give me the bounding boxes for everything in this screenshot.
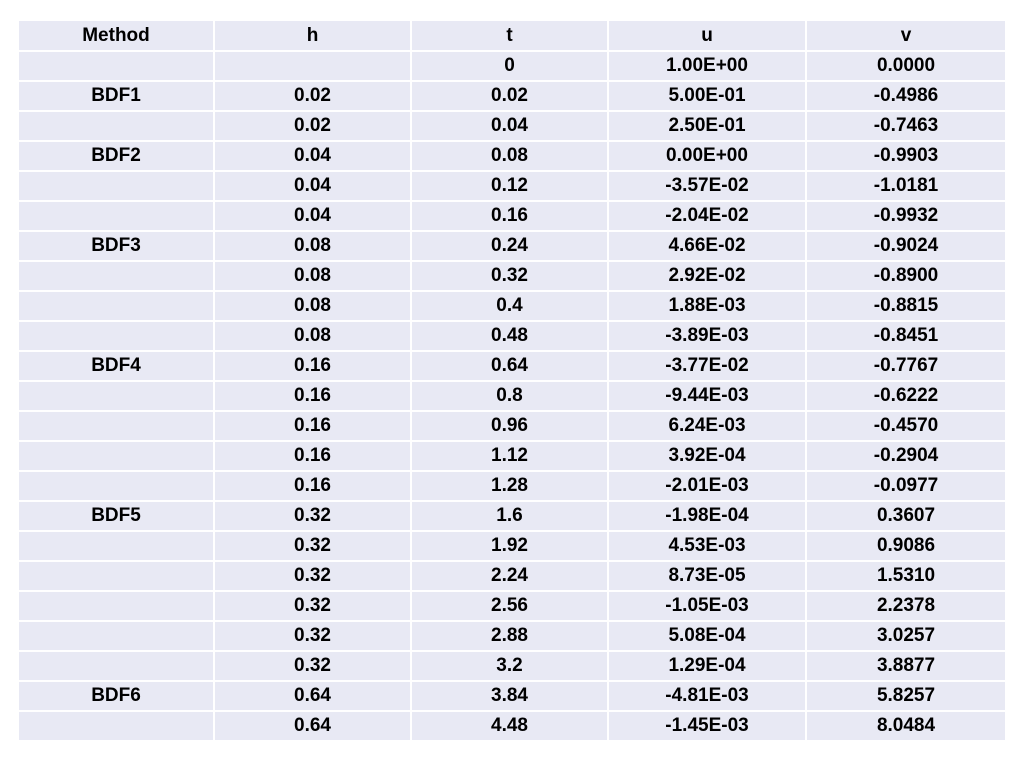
cell-u: -3.89E-03 [609,322,807,352]
cell-t: 2.56 [412,592,609,622]
cell-u: 6.24E-03 [609,412,807,442]
cell-u: 4.66E-02 [609,232,807,262]
table-row [19,82,1005,112]
header-row [19,21,1005,52]
cell-v: 0.3607 [807,502,1005,532]
cell-v: -1.0181 [807,172,1005,202]
cell-h: 0.64 [215,712,412,742]
cell-u: 1.00E+00 [609,52,807,82]
cell-method [19,562,215,592]
cell-h: 0.32 [215,532,412,562]
cell-method [19,262,215,292]
cell-h: 0.08 [215,322,412,352]
cell-u: 2.50E-01 [609,112,807,142]
cell-t: 2.88 [412,622,609,652]
cell-t: 0.8 [412,382,609,412]
cell-t: 1.92 [412,532,609,562]
cell-t: 0.4 [412,292,609,322]
cell-method: BDF2 [19,142,215,172]
cell-method [19,532,215,562]
cell-u: 5.08E-04 [609,622,807,652]
table-row [19,232,1005,262]
cell-t: 0 [412,52,609,82]
cell-method [19,322,215,352]
cell-v: -0.8815 [807,292,1005,322]
cell-t: 1.6 [412,502,609,532]
cell-t: 0.24 [412,232,609,262]
cell-h [215,52,412,82]
cell-u: 5.00E-01 [609,82,807,112]
cell-v: -0.6222 [807,382,1005,412]
cell-v: -0.7767 [807,352,1005,382]
cell-u: 0.00E+00 [609,142,807,172]
cell-v: -0.9932 [807,202,1005,232]
cell-v: 8.0484 [807,712,1005,742]
cell-u: 8.73E-05 [609,562,807,592]
cell-method [19,622,215,652]
cell-method [19,442,215,472]
cell-t: 1.12 [412,442,609,472]
header-h: h [215,21,412,52]
cell-h: 0.08 [215,262,412,292]
header-v: v [807,21,1005,52]
cell-u: -9.44E-03 [609,382,807,412]
cell-v: 0.0000 [807,52,1005,82]
table-row [19,112,1005,142]
cell-h: 0.16 [215,412,412,442]
cell-t: 0.08 [412,142,609,172]
cell-h: 0.32 [215,622,412,652]
table-row [19,202,1005,232]
cell-u: -2.01E-03 [609,472,807,502]
cell-method [19,112,215,142]
cell-u: -1.98E-04 [609,502,807,532]
cell-t: 3.2 [412,652,609,682]
cell-method [19,472,215,502]
cell-t: 2.24 [412,562,609,592]
cell-t: 0.96 [412,412,609,442]
cell-h: 0.32 [215,592,412,622]
cell-method: BDF6 [19,682,215,712]
cell-u: 1.88E-03 [609,292,807,322]
table-row [19,472,1005,502]
cell-t: 1.28 [412,472,609,502]
results-table-container [19,21,1005,742]
table-row [19,502,1005,532]
cell-v: -0.9024 [807,232,1005,262]
cell-v: 3.8877 [807,652,1005,682]
cell-h: 0.32 [215,652,412,682]
cell-method [19,712,215,742]
cell-h: 0.32 [215,562,412,592]
cell-h: 0.08 [215,232,412,262]
header-method: Method [19,21,215,52]
cell-t: 0.04 [412,112,609,142]
table-row [19,592,1005,622]
cell-h: 0.04 [215,142,412,172]
table-row [19,352,1005,382]
table-header [19,21,1005,52]
cell-method [19,52,215,82]
cell-v: -0.9903 [807,142,1005,172]
cell-h: 0.04 [215,202,412,232]
results-table [19,21,1005,742]
cell-method [19,592,215,622]
cell-t: 0.32 [412,262,609,292]
cell-method: BDF4 [19,352,215,382]
cell-h: 0.08 [215,292,412,322]
cell-u: -1.05E-03 [609,592,807,622]
cell-u: -2.04E-02 [609,202,807,232]
table-row [19,532,1005,562]
table-row [19,712,1005,742]
cell-t: 0.12 [412,172,609,202]
cell-v: 5.8257 [807,682,1005,712]
table-body [19,52,1005,742]
table-row [19,682,1005,712]
cell-t: 4.48 [412,712,609,742]
cell-t: 0.48 [412,322,609,352]
cell-method: BDF5 [19,502,215,532]
cell-t: 3.84 [412,682,609,712]
cell-method: BDF1 [19,82,215,112]
cell-h: 0.02 [215,82,412,112]
cell-v: -0.4570 [807,412,1005,442]
header-u: u [609,21,807,52]
table-row [19,562,1005,592]
cell-method [19,652,215,682]
cell-u: 4.53E-03 [609,532,807,562]
cell-v: -0.0977 [807,472,1005,502]
header-t: t [412,21,609,52]
cell-u: -3.77E-02 [609,352,807,382]
cell-v: 0.9086 [807,532,1005,562]
cell-v: -0.7463 [807,112,1005,142]
table-row [19,622,1005,652]
table-row [19,172,1005,202]
cell-h: 0.16 [215,352,412,382]
table-row [19,142,1005,172]
table-row [19,442,1005,472]
table-row [19,412,1005,442]
table-row [19,322,1005,352]
cell-v: 1.5310 [807,562,1005,592]
cell-t: 0.02 [412,82,609,112]
cell-u: 3.92E-04 [609,442,807,472]
cell-h: 0.16 [215,382,412,412]
cell-h: 0.64 [215,682,412,712]
cell-u: 1.29E-04 [609,652,807,682]
cell-t: 0.64 [412,352,609,382]
cell-v: -0.8900 [807,262,1005,292]
table-row [19,52,1005,82]
table-row [19,262,1005,292]
cell-v: 3.0257 [807,622,1005,652]
table-row [19,382,1005,412]
cell-u: -1.45E-03 [609,712,807,742]
cell-v: -0.4986 [807,82,1005,112]
cell-h: 0.16 [215,442,412,472]
cell-method [19,172,215,202]
cell-t: 0.16 [412,202,609,232]
cell-method: BDF3 [19,232,215,262]
cell-method [19,292,215,322]
cell-u: -3.57E-02 [609,172,807,202]
table-row [19,292,1005,322]
cell-method [19,202,215,232]
table-row [19,652,1005,682]
cell-u: -4.81E-03 [609,682,807,712]
cell-method [19,412,215,442]
cell-v: -0.8451 [807,322,1005,352]
cell-h: 0.16 [215,472,412,502]
cell-method [19,382,215,412]
cell-h: 0.04 [215,172,412,202]
cell-u: 2.92E-02 [609,262,807,292]
cell-h: 0.02 [215,112,412,142]
cell-v: -0.2904 [807,442,1005,472]
cell-h: 0.32 [215,502,412,532]
cell-v: 2.2378 [807,592,1005,622]
